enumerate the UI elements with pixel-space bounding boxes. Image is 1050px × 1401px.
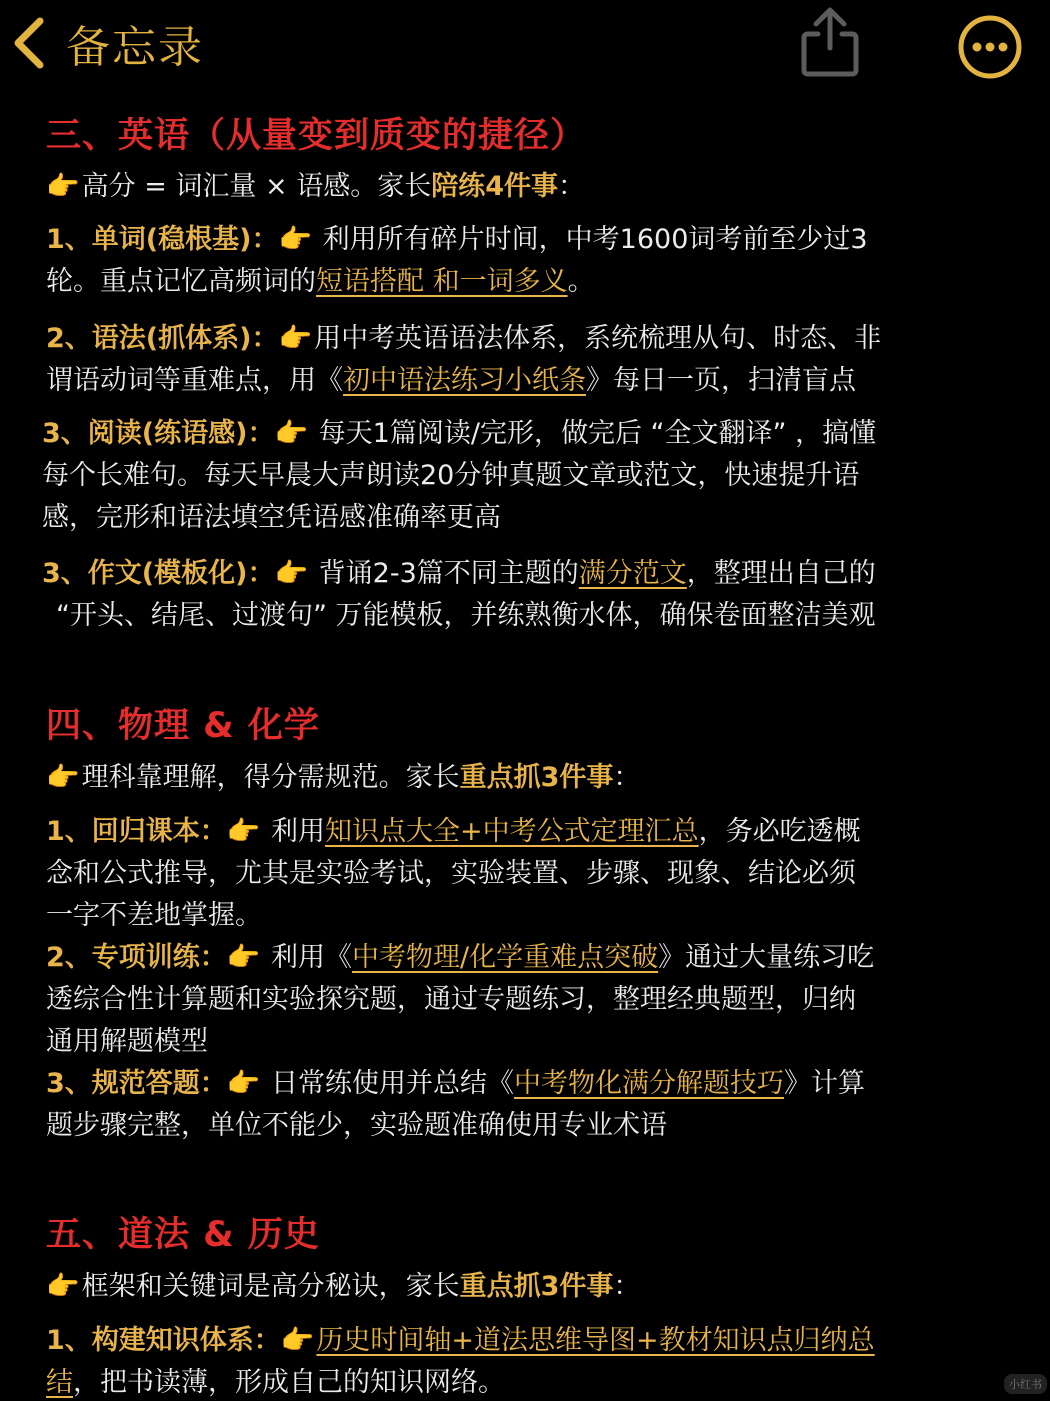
english-item-vocabulary-cont: 轮。重点记忆高频词的短语搭配 和一词多义。	[46, 266, 595, 297]
pointing-hand-icon: 👉	[226, 1068, 261, 1099]
science-item-answering-cont: 题步骤完整，单位不能少，实验题准确使用专业术语	[46, 1110, 667, 1141]
back-button[interactable]	[10, 10, 204, 76]
pointing-hand-icon: 👉	[278, 323, 313, 354]
watermark: 小红书	[1004, 1374, 1047, 1394]
english-item-reading-cont2: 感，完形和语法填空凭语感准确率更高	[42, 502, 501, 533]
science-item-training: 2、专项训练：👉 利用《中考物理/化学重难点突破》通过大量练习吃	[46, 942, 875, 973]
english-item-vocabulary: 1、单词(稳根基)：👉 利用所有碎片时间，中考1600词考前至少过3	[46, 224, 868, 255]
pointing-hand-icon: 👉	[226, 816, 261, 847]
english-item-grammar: 2、语法(抓体系)：👉用中考英语语法体系，系统梳理从句、时态、非	[46, 323, 882, 354]
link-phrase-collocation[interactable]: 短语搭配 和一词多义	[316, 266, 568, 297]
more-icon	[957, 14, 1023, 80]
english-item-grammar-cont: 谓语动词等重难点，用《初中语法练习小纸条》每日一页，扫清盲点	[46, 365, 856, 396]
link-timeline-mindmap[interactable]: 历史时间轴+道法思维导图+教材知识点归纳总	[316, 1325, 875, 1356]
civics-item-framework: 1、构建知识体系：👉历史时间轴+道法思维导图+教材知识点归纳总	[46, 1325, 875, 1356]
pointing-hand-icon: 👉	[274, 558, 309, 589]
pointing-hand-icon: 👉	[46, 1271, 80, 1302]
pointing-hand-icon: 👉	[280, 1325, 315, 1356]
science-item-training-cont2: 通用解题模型	[46, 1026, 208, 1057]
science-item-textbook-cont2: 一字不差地掌握。	[46, 900, 262, 931]
science-item-textbook: 1、回归课本：👉 利用知识点大全+中考公式定理汇总，务必吃透概	[46, 816, 861, 847]
navigation-bar	[0, 0, 1050, 92]
section-intro-english: 👉高分 = 词汇量 × 语感。家长陪练4件事：	[46, 171, 585, 202]
link-grammar-notes[interactable]: 初中语法练习小纸条	[343, 365, 586, 396]
english-item-writing: 3、作文(模板化)：👉 背诵2-3篇不同主题的满分范文，整理出自己的	[42, 558, 876, 589]
english-item-writing-cont: “开头、结尾、过渡句” 万能模板，并练熟衡水体，确保卷面整洁美观	[56, 600, 876, 631]
link-key-difficulties[interactable]: 中考物理/化学重难点突破	[352, 942, 659, 973]
pointing-hand-icon: 👉	[278, 224, 313, 255]
link-knowledge-summary[interactable]: 知识点大全+中考公式定理汇总	[325, 816, 699, 847]
chevron-left-icon	[10, 15, 46, 71]
civics-item-framework-cont: 结，把书读薄，形成自己的知识网络。	[46, 1367, 505, 1398]
section-intro-civics-history: 👉框架和关键词是高分秘诀，家长重点抓3件事：	[46, 1271, 641, 1302]
section-title-english: 三、英语（从量变到质变的捷径）	[46, 116, 587, 156]
pointing-hand-icon: 👉	[46, 762, 80, 793]
link-timeline-mindmap-cont[interactable]: 结	[46, 1367, 73, 1398]
more-options-button[interactable]	[957, 14, 1023, 84]
science-item-textbook-cont: 念和公式推导，尤其是实验考试，实验装置、步骤、现象、结论必须	[46, 858, 856, 889]
english-item-reading-cont: 每个长难句。每天早晨大声朗读20分钟真题文章或范文，快速提升语	[42, 460, 860, 491]
science-item-training-cont: 透综合性计算题和实验探究题，通过专题练习，整理经典题型，归纳	[46, 984, 856, 1015]
pointing-hand-icon: 👉	[226, 942, 261, 973]
english-item-reading: 3、阅读(练语感)：👉 每天1篇阅读/完形，做完后 “全文翻译” ，搞懂	[42, 418, 877, 449]
link-solving-tips[interactable]: 中考物化满分解题技巧	[514, 1068, 785, 1099]
pointing-hand-icon: 👉	[274, 418, 309, 449]
pointing-hand-icon: 👉	[46, 171, 80, 202]
back-label: 备忘录	[66, 22, 204, 73]
section-intro-physics-chemistry: 👉理科靠理解，得分需规范。家长重点抓3件事：	[46, 762, 641, 793]
link-model-essays[interactable]: 满分范文	[578, 558, 687, 589]
science-item-answering: 3、规范答题：👉 日常练使用并总结《中考物化满分解题技巧》计算	[46, 1068, 866, 1099]
share-icon	[798, 4, 862, 80]
section-title-physics-chemistry: 四、物理 & 化学	[46, 706, 320, 746]
share-button[interactable]	[798, 4, 862, 84]
section-title-civics-history: 五、道法 & 历史	[46, 1215, 320, 1255]
